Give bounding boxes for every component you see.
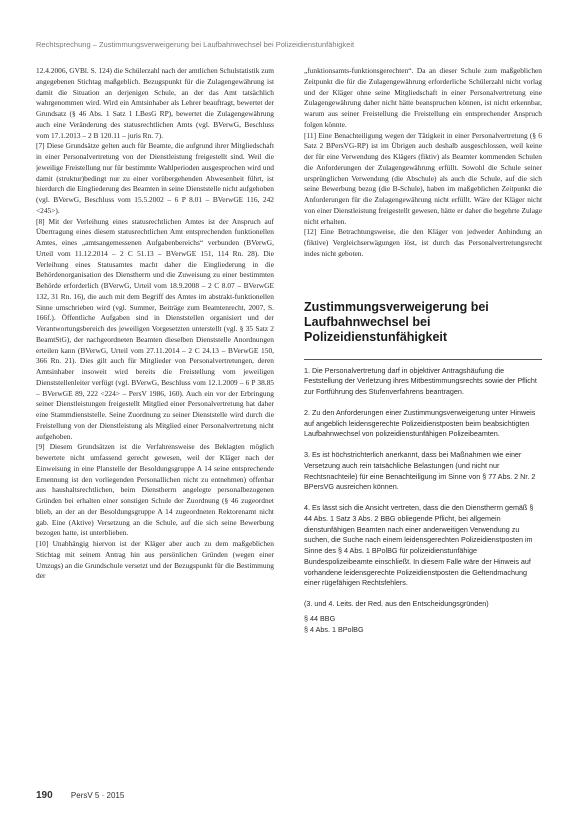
- leitsatz: 4. Es lässt sich die Ansicht vertreten, dass die den Dienstherrn gemäß § 44 Abs. 1 Satz 3 Abs. 2 BBG obliegende Pflicht, bei allgemein dienstunfähigen Beamten nach einer anderweitigen Verwendung zu suchen, die Suche nach einem leidensgerechten Polizeidienstposten im Sinne des § 4 Abs. 1 BPolBG für polizeidienstunfähige Bundespolizeibeamte einschließt. In diesem Falle wäre der Hinweis auf vorhandene leidensgerechte Polizeidienstposten die Geltendmachung einer rügefähigen Rechtsfehlers.: [304, 503, 534, 588]
- paragraph: [8] Mit der Verleihung eines statusrechtlichen Amtes ist der Anspruch auf Übertragung eines diesem statusrechtlichen Amt entsprechenden funktionellen Amtes, eines „amtsangemessenen Aufgabenbereichs“ verbunden (BVerwG, Urteil vom 11.12.2014 – 2 C 51.13 – BVerwGE 151, 114 Rn. 28). Die Verleihung eines Statusamtes macht daher die Eingliederung in die Behördenorganisation des Dienstherrn und die Zuweisung zu einer bestimmten Behörde erforderlich (BVerwG, Urteil vom 18.9.2008 – 2 C 8.07 – BVerwGE 132, 31 Rn. 16), die auch mit dem Begriff des Amtes im abstrakt-funktionellen Sinne umschrieben wird (vgl. Summer, Beiträge zum Beamtenrecht, 2007, S. 166f.). Öffentliche Aufgaben sind in Dienststellen organisiert und der Verantwortungsbereich des jeweiligen Vorgesetzten unterstellt (vgl. § 35 Satz 2 BeamtStG), der nachgeordneten Beamten dieselben Dienststelle Anordnungen erteilen kann (BVerwG, Urteil vom 27.11.2014 – 2 C 24.13 – BVerwGE 150, 366 Rn. 21). Dies gilt auch für Mitglieder von Personalvertretungen, deren Amtsinhaber insoweit wird bereits die Freistellung vom jeweiligen Dienststellenleiter verfügt (vgl. BVerwG, Beschluss vom 12.1.2009 – 6 P 38.85 – BVerwGE 89, 222 <224> – PersV 1986, 160). Auch ein vor der Erbringung seiner Dienstleistungen freigestellt Mitglied einer Personalvertretung hat daher eine Stammdienststelle. Seine Zuordnung zu seiner Dienststelle wird durch die Freistellung von der Dienstleistung als Mitglied einer Personalvertretung nicht aufgehoben.: [36, 216, 274, 441]
- paragraph: [9] Diesem Grundsätzen ist die Verfahrensweise des Beklagten möglich bewertete nicht umfassend gerecht gewesen, weil der Kläger nach der Einweisung in eine Planstelle der Besoldungsgruppe A 14 seine entsprechende Ernennung ist den vorliegenden Personallichen nicht zu entnehmen) offenbar aus haushaltsrechtlichen, beim Dienstherrn angelegte personalbezogenen Gründen bei erhalten einer sonstigen Schule der Zuordnung (§ 46 zugeordnet blieb, an der an der Besoldungsgruppe A 14 zugeordneten Rektorenamt nicht gab. Eine (Aktive) Versetzung an die Schule, auf die sich seine Bewerbung bezogen hatte, ist unterblieben.: [36, 442, 274, 538]
- norm-reference: § 4 Abs. 1 BPolBG: [304, 624, 364, 634]
- left-column: [36, 66, 274, 784]
- leitsatz: 3. Es ist höchstrichterlich anerkannt, dass bei Maßnahmen wie einer Versetzung auch rein tatsächliche Belastungen (und nicht nur Rechtsnachteile) für eine Benachteiligung im Sinne von § 77 Abs. 2 Nr. 2 BPersVG ausreichen können.: [304, 450, 536, 492]
- paragraph: „funktionsamts-funktionsgerechten“. Da an dieser Schule zum maßgeblichen Zeitpunkt die für die Zulagengewährung erforderliche Schülerzahl nicht vorlag und der Kläger ohne seine Mitgliedschaft in einer Personalvertretung eine Zulagengewährung daher nicht hätte beanspruchen können, ist nicht erkennbar, warum aus seiner Freistellung die Freistellung ein entsprechender Anspruch folgen könnte.: [304, 66, 542, 129]
- leitsatz: 1. Die Personalvertretung darf in objektiver Antragshäufung die Feststellung der Verletzung ihres Mitbestimmungsrechts sowie der Pflicht zur Fortführung des Stufenverfahrens beantragen.: [304, 365, 537, 396]
- norm-reference: § 44 BBG: [304, 613, 336, 623]
- editorial-note: (3. und 4. Leits. der Red. aus den Entscheidungsgründen): [304, 599, 489, 608]
- paragraph: [11] Eine Benachteiligung wegen der Tätigkeit in einer Personalvertretung (§ 6 Satz 2 BPersVG-RP) ist im Übrigen auch deshalb ausgeschlossen, weil keine der für eine Verwendung des Klägers (fiktiv) als Beamter kommenden Schulen die Anforderungen der Zulagengewährung erfüllt. Sowohl die Schule seiner ursprünglichen Verwendung (die Abschule) als auch die Schule, auf die sich seine Bewerbung bezog (die B-Schule), haben im maßgeblichen Zeitpunkt die Anforderungen für die Zulagengewährung nicht erfüllt. Wäre der Kläger nicht von einer Dienstleistung freigestellt gewesen, hätte er daher die begehrte Zulage nicht erhalten.: [304, 130, 542, 226]
- leitsaetze: [304, 366, 542, 590]
- paragraph: [12] Eine Betrachtungsweise, die den Kläger von jedweder Anbindung an (fiktive) Vergleichserwägungen löst, ist durch das Personalvertretungsrecht indes nicht geboten.: [304, 227, 542, 258]
- running-head: Rechtsprechung – Zustimmungsverweigerung bei Laufbahnwechsel bei Polizeidienstunfähigkeit: [36, 40, 355, 49]
- right-column: [304, 66, 542, 784]
- paragraph: 12.4.2006, GVBl. S. 124) die Schülerzahl nach der amtlichen Schulstatistik zum angegebenen Stichtag maßgeblich. Bezugspunkt für die Zulagengewährung ist damit die Situation an derjenigen Schule, an der das Amt tatsächlich wahrgenommen wird. Wird ein Amtsinhaber als Lehrer beauftragt, bewertet der Grundsatz (§ 46 Abs. 1 Satz 1 LBesG RP), bewertet die Zulagengewährung auch eine Veränderung des statusrechtlichen Amts (vgl. BVerwG, Beschluss vom 17.1.2013 – 2 B 120.11 – juris Rn. 7).: [36, 66, 274, 140]
- page-footer: [36, 790, 546, 804]
- section-title: Zustimmungsverweigerung bei Laufbahnwechsel bei Polizeidienstunfähigkeit: [304, 299, 489, 344]
- page-number: 190: [36, 790, 53, 801]
- leitsatz: 2. Zu den Anforderungen einer Zustimmungsverweigerung unter Hinweis auf angeblich leidensgerechte Polizeidienstposten beim beabsichtigten Laufbahnwechsel von polizeidienstunfähigen Polizeibeamten.: [304, 407, 536, 439]
- section-rule: [304, 359, 542, 360]
- paragraph: [10] Unabhängig hiervon ist der Kläger aber auch zu dem maßgeblichen Stichtag mit seinem Antrag hin aus persönlichen Gründen (wegen einer Umzugs) an die Grundschule versetzt und der Bezugspunkt für die Bestimmung der: [36, 539, 274, 581]
- paragraph: [7] Diese Grundsätze gelten auch für Beamte, die aufgrund ihrer Mitgliedschaft in einer Personalvertretung von der Dienstleistung freigestellt sind. Weil die jeweilige Freistellung nur für bestimmte Wahlperioden ausgesprochen wird und damit (struktur)bedingt nur zu einer vorübergehenden Abwesenheit führt, ist hierdurch die Eingliederung des Beamten in seine Dienststelle nicht aufgehoben (vgl. BVerwG, Beschluss vom 15.5.2002 – 6 P 8.01 – BVerwGE 116, 242 <245>).: [36, 141, 274, 215]
- journal-issue: PersV 5 · 2015: [70, 791, 125, 800]
